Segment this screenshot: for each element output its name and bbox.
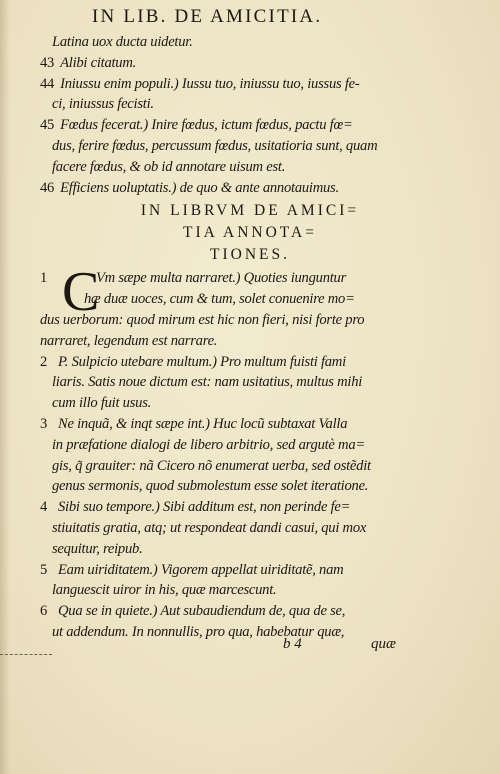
note-line (40, 539, 460, 560)
note-text: Sibi suo tempore.) Sibi additum est, non perinde fe= (58, 499, 351, 516)
note-line: narraret, legendum est narrare. (40, 332, 218, 349)
note-number: 1 (40, 270, 48, 287)
running-head: IN LIB. DE AMICITIA. (92, 6, 323, 27)
note-text: Fœdus fecerat.) Inire fœdus, ictum fœdus, pactu fœ= (60, 117, 353, 134)
dropcap: C (62, 261, 100, 324)
note-text: stiuitatis gratia, atq; ut respondeat dandi casui, qui mox (52, 519, 367, 536)
note-line (40, 456, 460, 477)
note-text: Qua se in quiete.) Aut subaudiendum de, qua de se, (58, 603, 346, 620)
note-line (40, 601, 460, 622)
note-line: hæ duæ uoces, cum & tum, solet conuenire mo= (84, 291, 355, 308)
notes-list-part1 (40, 32, 460, 198)
note-number: 43 (40, 54, 55, 71)
note-line (40, 115, 460, 136)
note-line (40, 268, 460, 289)
note-line (40, 372, 460, 393)
note-text: Alibi citatum. (60, 54, 137, 71)
note-line (40, 476, 460, 497)
note-text: P. Sulpicio utebare multum.) Pro multum fuisti fami (58, 353, 346, 370)
note-text: Latina uox ducta uidetur. (52, 34, 193, 50)
note-line (40, 497, 460, 518)
note-line (40, 622, 460, 643)
note-line (40, 32, 460, 53)
note-text: Eam uiriditatem.) Vigorem appellat uiriditatẽ, nam (58, 561, 344, 578)
note-text: sequitur, reipub. (52, 540, 143, 557)
note-text: facere fœdus, & ob id annotare uisum est. (52, 158, 286, 175)
note-text: ut addendum. In nonnullis, pro qua, habebatur quæ, (52, 623, 345, 640)
note-line (40, 435, 460, 456)
note-line (40, 157, 460, 178)
page-body (40, 32, 460, 643)
signature-mark: b 4 (283, 636, 302, 652)
note-line (40, 352, 460, 373)
note-text: cum illo fuit usus. (52, 395, 152, 412)
note-text: in præfatione dialogi de libero arbitrio, sed argutè ma= (52, 436, 365, 453)
note-text: ci, iniussus fecisti. (52, 96, 154, 113)
note-text: dus, ferire fœdus, percussum fœdus, usitatioria sunt, quam (52, 137, 378, 154)
note-line (40, 580, 460, 601)
note-number: 4 (40, 499, 48, 516)
note-number: 5 (40, 561, 48, 578)
note-text: Iniussu enim populi.) Iussu tuo, iniussu tuo, iussus fe- (60, 75, 360, 92)
first-note (40, 261, 460, 351)
note-line (40, 53, 460, 74)
note-number: 2 (40, 353, 48, 370)
press-rule (0, 654, 52, 655)
section-title-line: IN LIBRVM DE AMICI= (140, 202, 360, 220)
note-text: languescit uiror in his, quæ marcescunt. (52, 582, 277, 599)
binding-shadow (0, 0, 10, 774)
note-line (40, 393, 460, 414)
note-line (40, 178, 460, 199)
note-line: dus uerborum: quod mirum est hic non fieri, nisi forte pro (40, 311, 365, 328)
note-text: Vm sæpe multa narraret.) Quoties iunguntur (96, 270, 347, 287)
note-text: Efficiens uoluptatis.) de quo & ante annotauimus. (60, 179, 339, 196)
note-line (40, 518, 460, 539)
section-title-line: TIONES. (210, 246, 290, 264)
note-number: 44 (40, 75, 55, 92)
note-text: gis, q̃ grauiter: nã Cicero nõ enumerat uerba, sed ostẽdit (52, 457, 371, 474)
catchword: quæ (371, 636, 397, 652)
note-text: genus sermonis, quod submolestum esse solet iteratione. (52, 478, 369, 495)
note-line (40, 94, 460, 115)
note-text: liaris. Satis noue dictum est: nam usitatius, multus mihi (52, 374, 363, 391)
note-line (40, 136, 460, 157)
notes-list-part2 (40, 352, 460, 643)
section-title (40, 200, 460, 266)
note-line (40, 74, 460, 95)
note-number: 6 (40, 603, 48, 620)
section-title-line: TIA ANNOTA= (183, 224, 317, 242)
note-text: Ne inquã, & inqt sæpe int.) Huc locũ subtaxat Valla (58, 415, 348, 432)
note-line (40, 560, 460, 581)
note-line (40, 414, 460, 435)
note-number: 45 (40, 117, 55, 134)
note-number: 3 (40, 415, 48, 432)
note-number: 46 (40, 179, 55, 196)
